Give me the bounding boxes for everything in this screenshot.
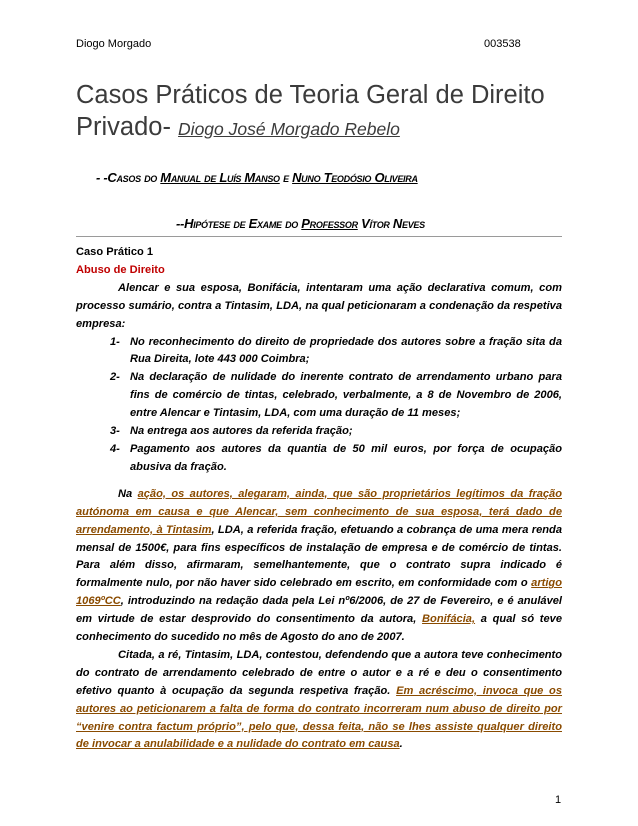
allegations-paragraph [76, 486, 562, 647]
list-item [76, 441, 562, 477]
list-item-text: No reconhecimento do direito de propriedade dos autores sobre a fração sita da Rua Direita, lote 443 000 Coimbra; [130, 335, 562, 366]
page-number: 1 [555, 794, 562, 806]
text-run: a qual só teve conhecimento do sucedido no mês de Agosto do ano de 2007. [76, 613, 563, 644]
list-item-text: Na entrega aos autores da referida fração; [130, 425, 353, 438]
subtitle-text: Hipótese de Exame do [184, 216, 298, 231]
subtitle-professor-name: Vítor Neves [361, 216, 425, 231]
text-run: , introduzindo na redação dada pela Lei nº6/2006, de 27 de Fevereiro, e é anulável em virtude de estar desprovido do consentimento da autora, [76, 595, 562, 626]
header-number: 003538 [484, 38, 521, 50]
subtitle-prefix: - - [96, 170, 108, 185]
list-item [76, 369, 562, 423]
list-item-number: 4- [110, 442, 120, 455]
document-body [76, 244, 562, 754]
text-run: , LDA, a referida fração, efetuando a cobrança de uma mera renda mensal de 1500€, para fins específicos de instalação de empresa e de comércio de tintas. Para além disso, afirmaram, semelhantemente, que o contrato supra indicado é formalmente nulo, por não haver sido celebrado em escrito, em conformidade com o [76, 523, 562, 590]
text-run: Citada, a ré, Tintasim, LDA, contestou, defendendo que a autora teve conhecimento do contrato de arrendamento celebrado de entre o autor e a ré e deu o consentimento efetivo quanto à ocupação da segunda respetiva fração. [76, 648, 562, 697]
list-item-text: Pagamento aos autores da quantia de 50 mil euros, por força de ocupação abusiva da fração. [130, 442, 562, 473]
title-main: Casos Práticos de Teoria Geral de Direito Privado- [76, 81, 545, 141]
case-label: Caso Prático 1 [76, 246, 154, 258]
list-item [76, 423, 562, 441]
list-item-number: 2- [110, 371, 120, 384]
divider [76, 236, 562, 237]
subtitle-conjunction: e [283, 170, 289, 185]
article-reference: artigo 1069ºCC [76, 577, 562, 608]
subtitle-professor-label: Professor [301, 216, 358, 231]
subtitle-text: Casos do [107, 170, 157, 185]
text-run: Na [118, 487, 133, 500]
intro-paragraph: Alencar e sua esposa, Bonifácia, intentaram uma ação declarativa comum, com processo sumário, contra a Tintasim, LDA, na qual peticionaram a condenação da respetiva empresa: [76, 281, 562, 330]
list-item-text: Na declaração de nulidade do inerente contrato de arrendamento urbano para fins de comércio de tintas, celebrado, verbalmente, a 8 de Novembro de 2006, entre Alencar e Tintasim, LDA, com uma duração de 11 meses; [130, 371, 562, 420]
underlined-text: Em acréscimo, invoca que os autores ao peticionarem a falta de forma do contrato incorreram num abuso de direito por “venire contra factum próprio”, pelo que, dessa feita, não se lhes assiste qualquer direito de invocar a anulabilidade e a nulidade do contrato em causa [76, 684, 562, 751]
list-item [76, 334, 562, 370]
underlined-text: ação, os autores, alegaram, ainda, que são proprietários legítimos da fração autónoma em causa e que Alencar, sem conhecimento de sua esposa, terá dado de arrendamento, à Tintasim [76, 487, 562, 536]
text-run: . [399, 738, 403, 751]
list-item-number: 1- [110, 335, 120, 348]
defense-paragraph [76, 647, 562, 754]
list-item-number: 3- [110, 425, 120, 438]
document-title [76, 79, 576, 145]
subtitle-manual [96, 170, 418, 185]
header-author: Diogo Morgado [76, 38, 152, 50]
claims-list [76, 334, 562, 477]
case-topic: Abuso de Direito [76, 263, 165, 276]
subtitle-coauthor: Nuno Teodósio Oliveira [292, 170, 418, 185]
subtitle-exam [176, 216, 425, 231]
title-author: Diogo José Morgado Rebelo [178, 119, 400, 139]
subtitle-manual-author: Manual de Luís Manso [160, 170, 280, 185]
subtitle-prefix: -- [176, 216, 185, 231]
underlined-name: Bonifácia, [422, 613, 476, 626]
